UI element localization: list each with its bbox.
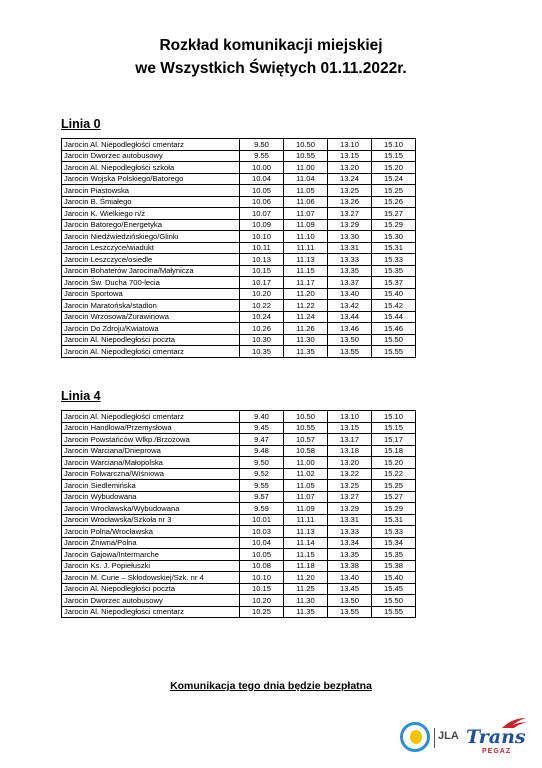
departure-time-cell: 15.38 bbox=[372, 560, 416, 572]
departure-time-cell: 11.14 bbox=[284, 537, 328, 549]
stop-name-cell: Jarocin Wrocławska/Wybudowana bbox=[62, 503, 240, 515]
departure-time-cell: 15.45 bbox=[372, 583, 416, 595]
departure-time-cell: 13.15 bbox=[328, 150, 372, 162]
stop-name-cell: Jarocin Al. Niepodległości cmentarz bbox=[62, 346, 240, 358]
departure-time-cell: 10.07 bbox=[240, 208, 284, 220]
departure-time-cell: 15.46 bbox=[372, 323, 416, 335]
timetable-row bbox=[62, 595, 416, 607]
timetable-row bbox=[62, 231, 416, 243]
stop-name-cell: Jarocin Powstańców Wlkp./Brzozowa bbox=[62, 434, 240, 446]
stop-name-cell: Jarocin Maratońska/stadion bbox=[62, 300, 240, 312]
departure-time-cell: 15.20 bbox=[372, 457, 416, 469]
timetable-row bbox=[62, 185, 416, 197]
timetable-row bbox=[62, 411, 416, 423]
departure-time-cell: 9.48 bbox=[240, 445, 284, 457]
departure-time-cell: 10.50 bbox=[284, 139, 328, 151]
stop-name-cell: Jarocin Warciana/Małopolska bbox=[62, 457, 240, 469]
departure-time-cell: 15.22 bbox=[372, 468, 416, 480]
departure-time-cell: 13.40 bbox=[328, 288, 372, 300]
departure-time-cell: 9.57 bbox=[240, 491, 284, 503]
departure-time-cell: 13.50 bbox=[328, 595, 372, 607]
departure-time-cell: 11.05 bbox=[284, 480, 328, 492]
stop-name-cell: Jarocin Dworzec autobusowy bbox=[62, 150, 240, 162]
departure-time-cell: 11.20 bbox=[284, 572, 328, 584]
departure-time-cell: 11.18 bbox=[284, 560, 328, 572]
departure-time-cell: 13.46 bbox=[328, 323, 372, 335]
timetable-row bbox=[62, 254, 416, 266]
stop-name-cell: Jarocin Wybudowana bbox=[62, 491, 240, 503]
timetable-row bbox=[62, 139, 416, 151]
timetable-row bbox=[62, 445, 416, 457]
departure-time-cell: 13.45 bbox=[328, 583, 372, 595]
stop-name-cell: Jarocin Al. Niepodległości cmentarz bbox=[62, 139, 240, 151]
departure-time-cell: 13.50 bbox=[328, 334, 372, 346]
timetable-row bbox=[62, 219, 416, 231]
departure-time-cell: 13.44 bbox=[328, 311, 372, 323]
departure-time-cell: 15.40 bbox=[372, 288, 416, 300]
departure-time-cell: 10.20 bbox=[240, 288, 284, 300]
stop-name-cell: Jarocin Wrzosowa/Żurawinowa bbox=[62, 311, 240, 323]
sponsor-logos bbox=[400, 712, 530, 762]
departure-time-cell: 15.30 bbox=[372, 231, 416, 243]
departure-time-cell: 10.13 bbox=[240, 254, 284, 266]
departure-time-cell: 9.52 bbox=[240, 468, 284, 480]
departure-time-cell: 11.13 bbox=[284, 526, 328, 538]
line-4-timetable bbox=[61, 410, 416, 618]
departure-time-cell: 10.35 bbox=[240, 346, 284, 358]
departure-time-cell: 13.27 bbox=[328, 208, 372, 220]
departure-time-cell: 13.35 bbox=[328, 549, 372, 561]
stop-name-cell: Jarocin Piastowska bbox=[62, 185, 240, 197]
departure-time-cell: 13.25 bbox=[328, 185, 372, 197]
departure-time-cell: 11.30 bbox=[284, 595, 328, 607]
departure-time-cell: 10.04 bbox=[240, 173, 284, 185]
departure-time-cell: 9.55 bbox=[240, 480, 284, 492]
departure-time-cell: 13.55 bbox=[328, 346, 372, 358]
stop-name-cell: Jarocin Al. Niepodległości cmentarz bbox=[62, 411, 240, 423]
departure-time-cell: 13.55 bbox=[328, 606, 372, 618]
departure-time-cell: 15.42 bbox=[372, 300, 416, 312]
departure-time-cell: 13.10 bbox=[328, 139, 372, 151]
stop-name-cell: Jarocin Wrocławska/Szkoła nr 3 bbox=[62, 514, 240, 526]
departure-time-cell: 10.05 bbox=[240, 185, 284, 197]
timetable-row bbox=[62, 537, 416, 549]
timetable-row bbox=[62, 242, 416, 254]
departure-time-cell: 15.26 bbox=[372, 196, 416, 208]
timetable-row bbox=[62, 434, 416, 446]
departure-time-cell: 13.20 bbox=[328, 457, 372, 469]
departure-time-cell: 11.06 bbox=[284, 196, 328, 208]
departure-time-cell: 15.25 bbox=[372, 480, 416, 492]
timetable-row bbox=[62, 323, 416, 335]
departure-time-cell: 10.01 bbox=[240, 514, 284, 526]
timetable-row bbox=[62, 422, 416, 434]
timetable-row bbox=[62, 526, 416, 538]
stop-name-cell: Jarocin Warciana/Dnieprowa bbox=[62, 445, 240, 457]
departure-time-cell: 15.24 bbox=[372, 173, 416, 185]
departure-time-cell: 10.55 bbox=[284, 150, 328, 162]
departure-time-cell: 9.50 bbox=[240, 457, 284, 469]
departure-time-cell: 11.10 bbox=[284, 231, 328, 243]
timetable-row bbox=[62, 572, 416, 584]
departure-time-cell: 10.25 bbox=[240, 606, 284, 618]
departure-time-cell: 11.24 bbox=[284, 311, 328, 323]
departure-time-cell: 11.04 bbox=[284, 173, 328, 185]
departure-time-cell: 9.45 bbox=[240, 422, 284, 434]
departure-time-cell: 11.11 bbox=[284, 242, 328, 254]
stop-name-cell: Jarocin Sportowa bbox=[62, 288, 240, 300]
departure-time-cell: 13.15 bbox=[328, 422, 372, 434]
departure-time-cell: 10.08 bbox=[240, 560, 284, 572]
departure-time-cell: 10.09 bbox=[240, 219, 284, 231]
timetable-row bbox=[62, 334, 416, 346]
stop-name-cell: Jarocin Wojska Polskiego/Batorego bbox=[62, 173, 240, 185]
line-0-timetable bbox=[61, 138, 416, 358]
free-transport-note: Komunikacja tego dnia będzie bezpłatna bbox=[170, 680, 372, 692]
departure-time-cell: 15.15 bbox=[372, 150, 416, 162]
departure-time-cell: 15.35 bbox=[372, 549, 416, 561]
departure-time-cell: 15.20 bbox=[372, 162, 416, 174]
timetable-row bbox=[62, 606, 416, 618]
departure-time-cell: 15.50 bbox=[372, 334, 416, 346]
stop-name-cell: Jarocin Św. Ducha 700-lecia bbox=[62, 277, 240, 289]
timetable-row bbox=[62, 300, 416, 312]
departure-time-cell: 11.30 bbox=[284, 334, 328, 346]
timetable-row bbox=[62, 583, 416, 595]
departure-time-cell: 15.27 bbox=[372, 491, 416, 503]
stop-name-cell: Jarocin Gajowa/Intermarche bbox=[62, 549, 240, 561]
timetable-row bbox=[62, 150, 416, 162]
departure-time-cell: 13.18 bbox=[328, 445, 372, 457]
timetable-row bbox=[62, 503, 416, 515]
timetable-row bbox=[62, 346, 416, 358]
departure-time-cell: 10.15 bbox=[240, 265, 284, 277]
stop-name-cell: Jarocin Al. Niepodległości cmentarz bbox=[62, 606, 240, 618]
departure-time-cell: 15.44 bbox=[372, 311, 416, 323]
departure-time-cell: 15.33 bbox=[372, 526, 416, 538]
departure-time-cell: 15.31 bbox=[372, 514, 416, 526]
departure-time-cell: 11.15 bbox=[284, 549, 328, 561]
timetable-row bbox=[62, 277, 416, 289]
departure-time-cell: 9.59 bbox=[240, 503, 284, 515]
departure-time-cell: 10.11 bbox=[240, 242, 284, 254]
departure-time-cell: 13.30 bbox=[328, 231, 372, 243]
departure-time-cell: 15.10 bbox=[372, 411, 416, 423]
stop-name-cell: Jarocin Do Zdroju/Kwiatowa bbox=[62, 323, 240, 335]
departure-time-cell: 11.35 bbox=[284, 606, 328, 618]
jla-logo-icon bbox=[400, 722, 430, 752]
departure-time-cell: 15.29 bbox=[372, 503, 416, 515]
departure-time-cell: 15.55 bbox=[372, 346, 416, 358]
departure-time-cell: 13.10 bbox=[328, 411, 372, 423]
stop-name-cell: Jarocin Dworzec autobusowy bbox=[62, 595, 240, 607]
pegaz-logo-text: PEGAZ bbox=[482, 748, 512, 755]
departure-time-cell: 15.31 bbox=[372, 242, 416, 254]
timetable-row bbox=[62, 208, 416, 220]
line-4-label: Linia 4 bbox=[61, 389, 101, 403]
stop-name-cell: Jarocin Polna/Wrocławska bbox=[62, 526, 240, 538]
departure-time-cell: 15.40 bbox=[372, 572, 416, 584]
timetable-row bbox=[62, 162, 416, 174]
departure-time-cell: 13.31 bbox=[328, 514, 372, 526]
departure-time-cell: 10.57 bbox=[284, 434, 328, 446]
departure-time-cell: 13.27 bbox=[328, 491, 372, 503]
timetable-row bbox=[62, 560, 416, 572]
departure-time-cell: 10.30 bbox=[240, 334, 284, 346]
departure-time-cell: 13.24 bbox=[328, 173, 372, 185]
departure-time-cell: 10.17 bbox=[240, 277, 284, 289]
departure-time-cell: 10.55 bbox=[284, 422, 328, 434]
departure-time-cell: 10.04 bbox=[240, 537, 284, 549]
departure-time-cell: 15.33 bbox=[372, 254, 416, 266]
departure-time-cell: 13.40 bbox=[328, 572, 372, 584]
stop-name-cell: Jarocin M. Curie – Skłodowskiej/Szk. nr 4 bbox=[62, 572, 240, 584]
departure-time-cell: 10.05 bbox=[240, 549, 284, 561]
stop-name-cell: Jarocin Handlowa/Przemysłowa bbox=[62, 422, 240, 434]
departure-time-cell: 13.38 bbox=[328, 560, 372, 572]
departure-time-cell: 11.00 bbox=[284, 162, 328, 174]
trans-logo-text: Trans bbox=[466, 726, 526, 748]
departure-time-cell: 11.11 bbox=[284, 514, 328, 526]
departure-time-cell: 10.22 bbox=[240, 300, 284, 312]
departure-time-cell: 11.09 bbox=[284, 219, 328, 231]
departure-time-cell: 15.37 bbox=[372, 277, 416, 289]
timetable-row bbox=[62, 549, 416, 561]
departure-time-cell: 15.29 bbox=[372, 219, 416, 231]
departure-time-cell: 11.22 bbox=[284, 300, 328, 312]
timetable-row bbox=[62, 288, 416, 300]
logo-divider bbox=[434, 728, 435, 748]
stop-name-cell: Jarocin Al. Niepodległości poczta bbox=[62, 583, 240, 595]
departure-time-cell: 13.20 bbox=[328, 162, 372, 174]
stop-name-cell: Jarocin Żniwna/Polna bbox=[62, 537, 240, 549]
departure-time-cell: 11.20 bbox=[284, 288, 328, 300]
document-title-line-1: Rozkład komunikacji miejskiej bbox=[159, 37, 383, 54]
departure-time-cell: 11.35 bbox=[284, 346, 328, 358]
departure-time-cell: 13.29 bbox=[328, 219, 372, 231]
departure-time-cell: 13.17 bbox=[328, 434, 372, 446]
stop-name-cell: Jarocin Ks. J. Popiełuszki bbox=[62, 560, 240, 572]
departure-time-cell: 13.34 bbox=[328, 537, 372, 549]
departure-time-cell: 11.25 bbox=[284, 583, 328, 595]
departure-time-cell: 15.55 bbox=[372, 606, 416, 618]
departure-time-cell: 11.02 bbox=[284, 468, 328, 480]
departure-time-cell: 13.31 bbox=[328, 242, 372, 254]
timetable-row bbox=[62, 311, 416, 323]
timetable-row bbox=[62, 265, 416, 277]
stop-name-cell: Jarocin Leszczyce/osiedle bbox=[62, 254, 240, 266]
departure-time-cell: 9.55 bbox=[240, 150, 284, 162]
timetable-row bbox=[62, 480, 416, 492]
departure-time-cell: 10.15 bbox=[240, 583, 284, 595]
departure-time-cell: 11.05 bbox=[284, 185, 328, 197]
stop-name-cell: Jarocin Al. Niepodległości szkoła bbox=[62, 162, 240, 174]
departure-time-cell: 13.22 bbox=[328, 468, 372, 480]
departure-time-cell: 10.03 bbox=[240, 526, 284, 538]
departure-time-cell: 11.07 bbox=[284, 208, 328, 220]
departure-time-cell: 11.26 bbox=[284, 323, 328, 335]
stop-name-cell: Jarocin Folwarczna/Wiśniowa bbox=[62, 468, 240, 480]
departure-time-cell: 13.37 bbox=[328, 277, 372, 289]
departure-time-cell: 15.27 bbox=[372, 208, 416, 220]
stop-name-cell: Jarocin Bohaterów Jarocina/Małynicza bbox=[62, 265, 240, 277]
departure-time-cell: 15.17 bbox=[372, 434, 416, 446]
departure-time-cell: 9.40 bbox=[240, 411, 284, 423]
stop-name-cell: Jarocin B. Śmiałego bbox=[62, 196, 240, 208]
departure-time-cell: 10.06 bbox=[240, 196, 284, 208]
departure-time-cell: 15.34 bbox=[372, 537, 416, 549]
departure-time-cell: 11.00 bbox=[284, 457, 328, 469]
departure-time-cell: 15.18 bbox=[372, 445, 416, 457]
line-0-label: Linia 0 bbox=[61, 117, 101, 131]
document-title-line-2: we Wszystkich Świętych 01.11.2022r. bbox=[135, 60, 407, 77]
departure-time-cell: 15.25 bbox=[372, 185, 416, 197]
timetable-row bbox=[62, 468, 416, 480]
departure-time-cell: 9.47 bbox=[240, 434, 284, 446]
jla-logo-text: JLA bbox=[438, 730, 459, 742]
stop-name-cell: Jarocin K. Wielkiego n/ż bbox=[62, 208, 240, 220]
timetable-row bbox=[62, 457, 416, 469]
timetable-row bbox=[62, 196, 416, 208]
departure-time-cell: 10.58 bbox=[284, 445, 328, 457]
departure-time-cell: 13.25 bbox=[328, 480, 372, 492]
departure-time-cell: 15.50 bbox=[372, 595, 416, 607]
departure-time-cell: 15.10 bbox=[372, 139, 416, 151]
departure-time-cell: 13.33 bbox=[328, 526, 372, 538]
timetable-row bbox=[62, 173, 416, 185]
departure-time-cell: 10.10 bbox=[240, 572, 284, 584]
departure-time-cell: 13.26 bbox=[328, 196, 372, 208]
timetable-row bbox=[62, 491, 416, 503]
departure-time-cell: 15.35 bbox=[372, 265, 416, 277]
stop-name-cell: Jarocin Batorego/Energetyka bbox=[62, 219, 240, 231]
departure-time-cell: 13.42 bbox=[328, 300, 372, 312]
departure-time-cell: 11.13 bbox=[284, 254, 328, 266]
departure-time-cell: 11.07 bbox=[284, 491, 328, 503]
stop-name-cell: Jarocin Al. Niepodległości poczta bbox=[62, 334, 240, 346]
departure-time-cell: 10.20 bbox=[240, 595, 284, 607]
departure-time-cell: 13.35 bbox=[328, 265, 372, 277]
departure-time-cell: 11.17 bbox=[284, 277, 328, 289]
timetable-row bbox=[62, 514, 416, 526]
stop-name-cell: Jarocin Niedźwiedzińskiego/Glinki bbox=[62, 231, 240, 243]
departure-time-cell: 15.15 bbox=[372, 422, 416, 434]
departure-time-cell: 11.09 bbox=[284, 503, 328, 515]
departure-time-cell: 10.10 bbox=[240, 231, 284, 243]
departure-time-cell: 10.24 bbox=[240, 311, 284, 323]
departure-time-cell: 10.00 bbox=[240, 162, 284, 174]
departure-time-cell: 13.29 bbox=[328, 503, 372, 515]
departure-time-cell: 10.50 bbox=[284, 411, 328, 423]
stop-name-cell: Jarocin Leszczyce/wiadukt bbox=[62, 242, 240, 254]
departure-time-cell: 10.26 bbox=[240, 323, 284, 335]
departure-time-cell: 9.50 bbox=[240, 139, 284, 151]
departure-time-cell: 13.33 bbox=[328, 254, 372, 266]
departure-time-cell: 11.15 bbox=[284, 265, 328, 277]
stop-name-cell: Jarocin Siedlemińska bbox=[62, 480, 240, 492]
